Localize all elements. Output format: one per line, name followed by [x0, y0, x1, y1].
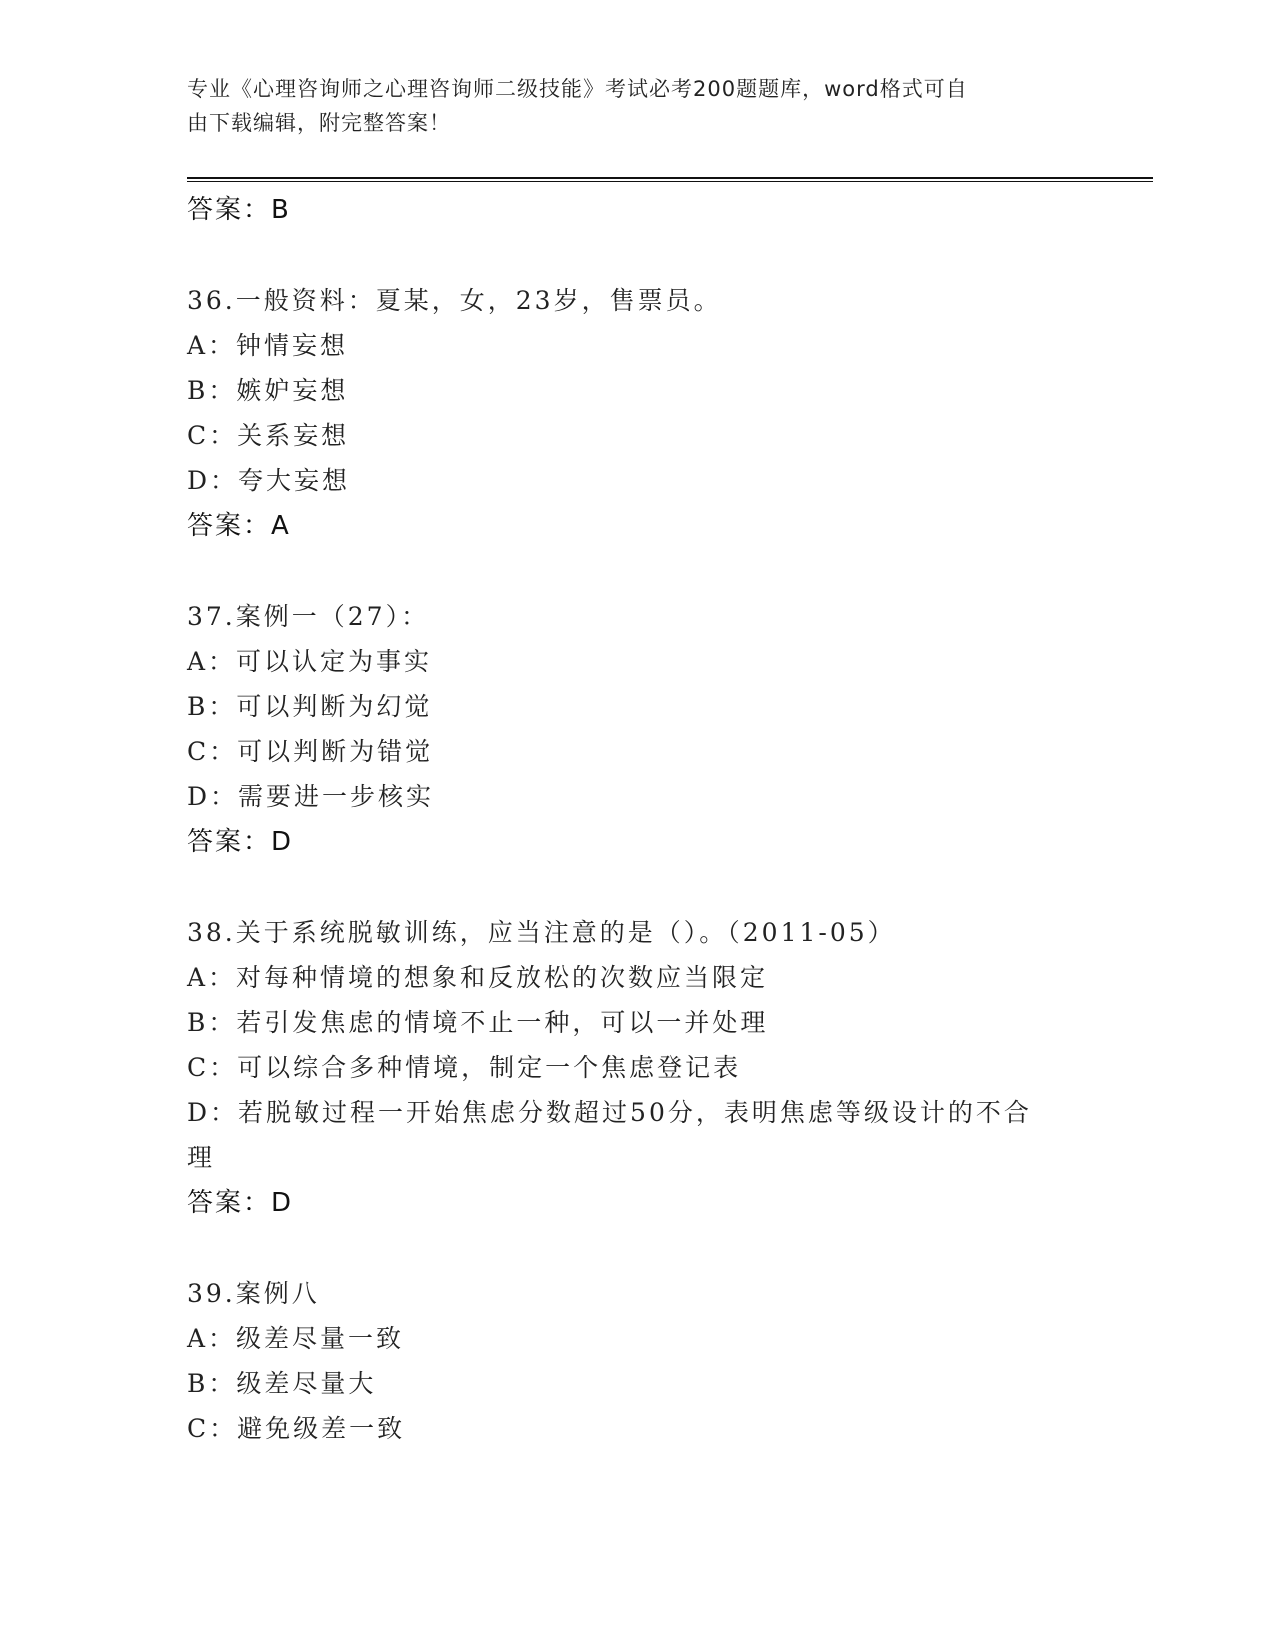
option-a: A：级差尽量一致 — [187, 1324, 405, 1353]
option-b: B：级差尽量大 — [187, 1369, 377, 1398]
option-c: C：可以判断为错觉 — [187, 737, 434, 766]
option-a: A：钟情妄想 — [187, 331, 349, 360]
option-d-continued: 理 — [187, 1143, 216, 1172]
option-b: B：可以判断为幻觉 — [187, 692, 433, 721]
answer-line: 答案：D — [187, 1188, 294, 1218]
header-line-1: 专业《心理咨询师之心理咨询师二级技能》考试必考200题题库，word格式可自 — [187, 77, 968, 101]
answer-line: 答案：D — [187, 827, 294, 857]
header-divider — [187, 177, 1153, 182]
document-header — [187, 72, 1067, 140]
question-39 — [187, 1271, 1067, 1451]
spacer — [187, 233, 1067, 278]
option-c: C：可以综合多种情境，制定一个焦虑登记表 — [187, 1053, 742, 1082]
answer-line: 答案：A — [187, 511, 291, 541]
question-stem: 36.一般资料：夏某，女，23岁，售票员。 — [187, 286, 722, 315]
question-stem: 37.案例一（27）： — [187, 602, 430, 631]
option-b: B：嫉妒妄想 — [187, 376, 349, 405]
option-c: C：关系妄想 — [187, 421, 350, 450]
option-c: C：避免级差一致 — [187, 1414, 406, 1443]
option-d: D：夸大妄想 — [187, 466, 351, 495]
question-37 — [187, 594, 1067, 865]
question-stem: 39.案例八 — [187, 1279, 320, 1308]
option-d: D：需要进一步核实 — [187, 782, 435, 811]
question-list — [187, 187, 1067, 1451]
spacer — [187, 1226, 1067, 1271]
spacer — [187, 549, 1067, 594]
question-38 — [187, 910, 1067, 1226]
spacer — [187, 865, 1067, 910]
answer-line: 答案：B — [187, 195, 291, 225]
option-b: B：若引发焦虑的情境不止一种，可以一并处理 — [187, 1008, 769, 1037]
header-line-2: 由下载编辑，附完整答案！ — [187, 111, 451, 135]
option-a: A：可以认定为事实 — [187, 647, 433, 676]
question-stem: 38.关于系统脱敏训练，应当注意的是（）。（2011-05） — [187, 918, 896, 947]
option-a: A：对每种情境的想象和反放松的次数应当限定 — [187, 963, 769, 992]
option-d: D：若脱敏过程一开始焦虑分数超过50分，表明焦虑等级设计的不合 — [187, 1098, 1032, 1127]
question-36 — [187, 278, 1067, 549]
